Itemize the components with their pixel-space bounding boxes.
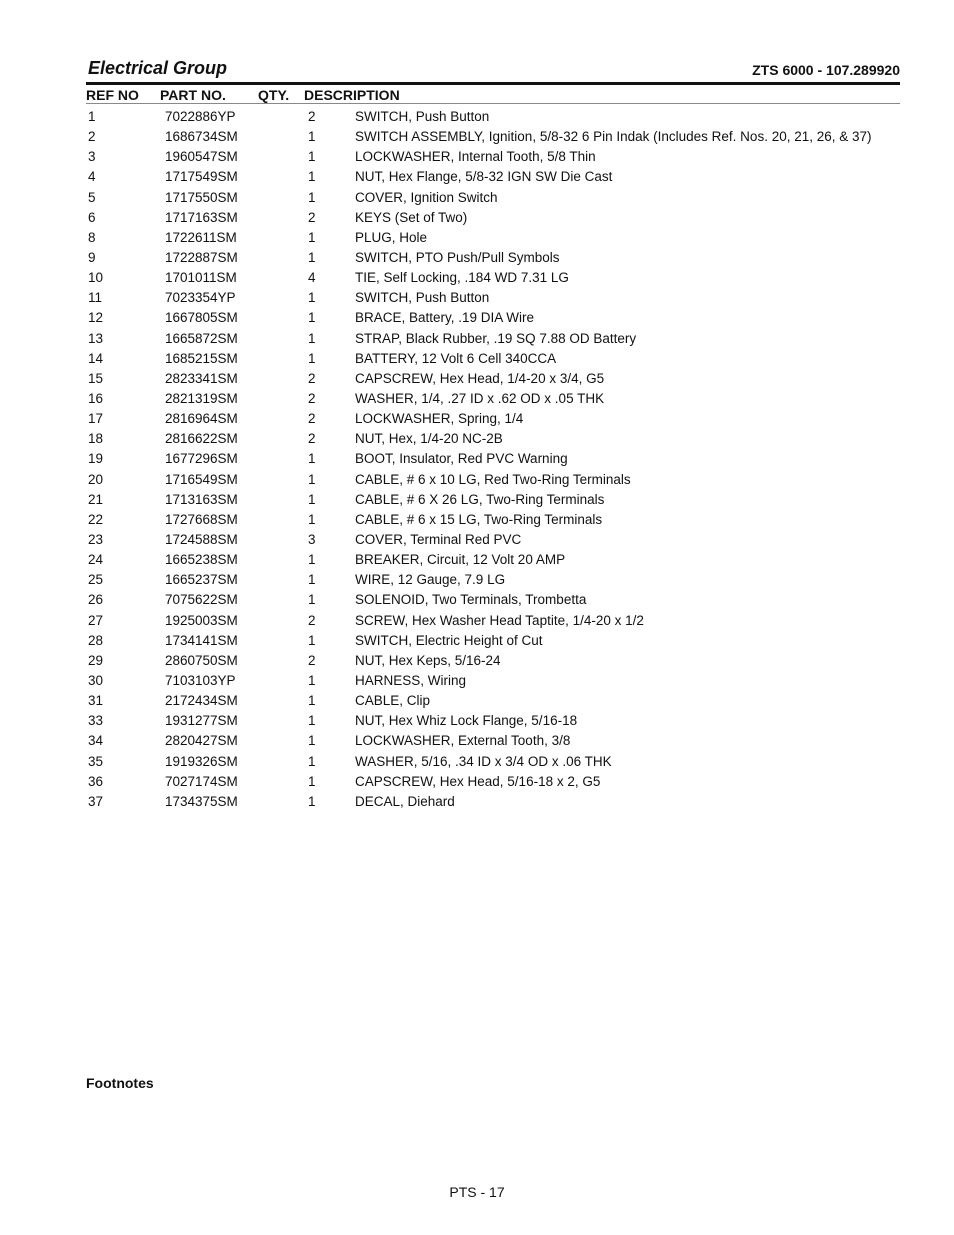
qty-cell: 1 bbox=[308, 632, 316, 648]
description-cell: LOCKWASHER, Spring, 1/4 bbox=[355, 411, 524, 427]
qty-cell: 1 bbox=[308, 773, 316, 789]
qty-cell: 1 bbox=[308, 592, 316, 608]
table-row bbox=[86, 570, 900, 590]
qty-cell: 2 bbox=[308, 652, 316, 668]
part-no-cell: 1717550SM bbox=[165, 189, 238, 205]
table-row bbox=[86, 671, 900, 691]
qty-cell: 2 bbox=[308, 431, 316, 447]
description-cell: NUT, Hex, 1/4-20 NC-2B bbox=[355, 431, 503, 447]
description-cell: DECAL, Diehard bbox=[355, 793, 455, 809]
column-header-rule bbox=[86, 103, 900, 104]
ref-no-cell: 6 bbox=[88, 209, 96, 225]
ref-no-cell: 34 bbox=[88, 733, 104, 749]
ref-no-cell: 22 bbox=[88, 511, 104, 527]
part-no-cell: 1701011SM bbox=[165, 270, 237, 286]
ref-no-cell: 10 bbox=[88, 270, 104, 286]
table-row bbox=[86, 772, 900, 792]
description-cell: CABLE, # 6 X 26 LG, Two-Ring Terminals bbox=[355, 491, 605, 507]
table-row bbox=[86, 590, 900, 610]
description-cell: BRACE, Battery, .19 DIA Wire bbox=[355, 310, 535, 326]
description-cell: CABLE, # 6 x 10 LG, Red Two-Ring Terminals bbox=[355, 471, 631, 487]
qty-cell: 1 bbox=[308, 672, 316, 688]
description-cell: SWITCH, PTO Push/Pull Symbols bbox=[355, 249, 560, 265]
qty-cell: 2 bbox=[308, 390, 316, 406]
qty-cell: 1 bbox=[308, 733, 316, 749]
table-row bbox=[86, 248, 900, 268]
ref-no-cell: 26 bbox=[88, 592, 104, 608]
section-title: Electrical Group bbox=[88, 58, 228, 78]
table-row bbox=[86, 711, 900, 731]
part-no-cell: 2820427SM bbox=[165, 733, 238, 749]
description-cell: WIRE, 12 Gauge, 7.9 LG bbox=[355, 572, 506, 588]
part-no-cell: 1665237SM bbox=[165, 572, 238, 588]
ref-no-cell: 4 bbox=[88, 169, 96, 185]
part-no-cell: 1919326SM bbox=[165, 753, 238, 769]
description-cell: HARNESS, Wiring bbox=[355, 672, 467, 688]
description-cell: WASHER, 5/16, .34 ID x 3/4 OD x .06 THK bbox=[355, 753, 612, 769]
ref-no-cell: 37 bbox=[88, 793, 104, 809]
ref-no-cell: 18 bbox=[88, 431, 104, 447]
part-no-cell: 1925003SM bbox=[165, 612, 238, 628]
qty-cell: 4 bbox=[308, 270, 316, 286]
table-row bbox=[86, 429, 900, 449]
part-no-cell: 1716549SM bbox=[165, 471, 238, 487]
ref-no-cell: 27 bbox=[88, 612, 104, 628]
qty-cell: 1 bbox=[308, 249, 316, 265]
qty-cell: 2 bbox=[308, 209, 316, 225]
ref-no-cell: 9 bbox=[88, 249, 96, 265]
ref-no-cell: 13 bbox=[88, 330, 104, 346]
part-no-cell: 1960547SM bbox=[165, 149, 238, 165]
description-cell: CABLE, Clip bbox=[355, 693, 431, 709]
description-cell: SWITCH, Push Button bbox=[355, 109, 490, 124]
part-no-cell: 2816964SM bbox=[165, 411, 238, 427]
ref-no-cell: 23 bbox=[88, 531, 104, 547]
qty-cell: 1 bbox=[308, 753, 316, 769]
model-id: ZTS 6000 - 107.289920 bbox=[752, 62, 900, 78]
ref-no-cell: 2 bbox=[88, 129, 96, 145]
part-no-cell: 1713163SM bbox=[165, 491, 238, 507]
ref-no-cell: 19 bbox=[88, 451, 104, 467]
table-row bbox=[86, 369, 900, 389]
table-row bbox=[86, 107, 900, 127]
qty-cell: 1 bbox=[308, 129, 316, 145]
ref-no-cell: 12 bbox=[88, 310, 104, 326]
part-no-cell: 1717549SM bbox=[165, 169, 238, 185]
table-row bbox=[86, 449, 900, 469]
part-no-cell: 7023354YP bbox=[165, 290, 236, 306]
ref-no-cell: 36 bbox=[88, 773, 104, 789]
table-row bbox=[86, 188, 900, 208]
description-cell: BOOT, Insulator, Red PVC Warning bbox=[355, 451, 568, 467]
description-cell: BREAKER, Circuit, 12 Volt 20 AMP bbox=[355, 552, 566, 568]
ref-no-cell: 30 bbox=[88, 672, 104, 688]
column-headers bbox=[86, 86, 900, 104]
column-header-part-no: PART NO. bbox=[160, 87, 226, 103]
part-no-cell: 1727668SM bbox=[165, 511, 238, 527]
qty-cell: 2 bbox=[308, 411, 316, 427]
ref-no-cell: 25 bbox=[88, 572, 104, 588]
table-row bbox=[86, 409, 900, 429]
description-cell: SWITCH ASSEMBLY, Ignition, 5/8-32 6 Pin Indak (Includes Ref. Nos. 20, 21, 26, & 37) bbox=[355, 129, 872, 145]
part-no-cell: 1665872SM bbox=[165, 330, 238, 346]
part-no-cell: 1722611SM bbox=[165, 229, 237, 245]
description-cell: SOLENOID, Two Terminals, Trombetta bbox=[355, 592, 587, 608]
part-no-cell: 1665238SM bbox=[165, 552, 238, 568]
qty-cell: 1 bbox=[308, 713, 316, 729]
description-cell: CAPSCREW, Hex Head, 5/16-18 x 2, G5 bbox=[355, 773, 601, 789]
ref-no-cell: 16 bbox=[88, 390, 104, 406]
part-no-cell: 2821319SM bbox=[165, 390, 238, 406]
table-row bbox=[86, 288, 900, 308]
ref-no-cell: 20 bbox=[88, 471, 104, 487]
ref-no-cell: 14 bbox=[88, 350, 104, 366]
ref-no-cell: 33 bbox=[88, 713, 104, 729]
table-row bbox=[86, 127, 900, 147]
page-header bbox=[86, 58, 900, 84]
qty-cell: 1 bbox=[308, 229, 316, 245]
description-cell: KEYS (Set of Two) bbox=[355, 209, 468, 225]
table-row bbox=[86, 167, 900, 187]
table-row bbox=[86, 268, 900, 288]
part-no-cell: 1686734SM bbox=[165, 129, 238, 145]
ref-no-cell: 31 bbox=[88, 693, 104, 709]
ref-no-cell: 28 bbox=[88, 632, 104, 648]
part-no-cell: 2823341SM bbox=[165, 370, 238, 386]
ref-no-cell: 35 bbox=[88, 753, 104, 769]
parts-list bbox=[86, 107, 900, 812]
table-row bbox=[86, 550, 900, 570]
ref-no-cell: 11 bbox=[88, 290, 103, 306]
page-number: PTS - 17 bbox=[449, 1184, 505, 1200]
table-row bbox=[86, 470, 900, 490]
part-no-cell: 1734375SM bbox=[165, 793, 238, 809]
part-no-cell: 1685215SM bbox=[165, 350, 238, 366]
table-row bbox=[86, 228, 900, 248]
qty-cell: 1 bbox=[308, 451, 316, 467]
description-cell: NUT, Hex Flange, 5/8-32 IGN SW Die Cast bbox=[355, 169, 613, 185]
description-cell: SWITCH, Push Button bbox=[355, 290, 490, 306]
qty-cell: 1 bbox=[308, 290, 316, 306]
table-row bbox=[86, 631, 900, 651]
table-row bbox=[86, 651, 900, 671]
description-cell: TIE, Self Locking, .184 WD 7.31 LG bbox=[355, 270, 569, 286]
table-row bbox=[86, 691, 900, 711]
description-cell: LOCKWASHER, Internal Tooth, 5/8 Thin bbox=[355, 149, 596, 165]
part-no-cell: 2172434SM bbox=[165, 693, 238, 709]
table-row bbox=[86, 208, 900, 228]
part-no-cell: 2860750SM bbox=[165, 652, 238, 668]
table-row bbox=[86, 329, 900, 349]
qty-cell: 1 bbox=[308, 310, 316, 326]
qty-cell: 2 bbox=[308, 370, 316, 386]
ref-no-cell: 1 bbox=[88, 109, 96, 124]
description-cell: WASHER, 1/4, .27 ID x .62 OD x .05 THK bbox=[355, 390, 605, 406]
qty-cell: 1 bbox=[308, 552, 316, 568]
description-cell: LOCKWASHER, External Tooth, 3/8 bbox=[355, 733, 571, 749]
part-no-cell: 1724588SM bbox=[165, 531, 238, 547]
part-no-cell: 1717163SM bbox=[165, 209, 238, 225]
qty-cell: 1 bbox=[308, 491, 316, 507]
qty-cell: 2 bbox=[308, 109, 316, 124]
description-cell: NUT, Hex Whiz Lock Flange, 5/16-18 bbox=[355, 713, 578, 729]
part-no-cell: 1667805SM bbox=[165, 310, 238, 326]
description-cell: SCREW, Hex Washer Head Taptite, 1/4-20 x 1/2 bbox=[355, 612, 644, 628]
table-row bbox=[86, 792, 900, 812]
description-cell: NUT, Hex Keps, 5/16-24 bbox=[355, 652, 501, 668]
qty-cell: 1 bbox=[308, 471, 316, 487]
qty-cell: 1 bbox=[308, 350, 316, 366]
part-no-cell: 1722887SM bbox=[165, 249, 238, 265]
part-no-cell: 7027174SM bbox=[165, 773, 238, 789]
table-row bbox=[86, 308, 900, 328]
qty-cell: 1 bbox=[308, 330, 316, 346]
table-row bbox=[86, 389, 900, 409]
table-row bbox=[86, 490, 900, 510]
header-rule bbox=[86, 82, 900, 85]
qty-cell: 1 bbox=[308, 511, 316, 527]
part-no-cell: 1677296SM bbox=[165, 451, 238, 467]
column-header-qty: QTY. bbox=[258, 87, 290, 103]
description-cell: COVER, Terminal Red PVC bbox=[355, 531, 522, 547]
qty-cell: 2 bbox=[308, 612, 316, 628]
table-row bbox=[86, 530, 900, 550]
ref-no-cell: 8 bbox=[88, 229, 96, 245]
qty-cell: 1 bbox=[308, 189, 316, 205]
table-row bbox=[86, 349, 900, 369]
part-no-cell: 2816622SM bbox=[165, 431, 238, 447]
part-no-cell: 7022886YP bbox=[165, 109, 236, 124]
ref-no-cell: 29 bbox=[88, 652, 104, 668]
part-no-cell: 7075622SM bbox=[165, 592, 238, 608]
ref-no-cell: 21 bbox=[88, 491, 104, 507]
part-no-cell: 7103103YP bbox=[165, 672, 236, 688]
part-no-cell: 1931277SM bbox=[165, 713, 238, 729]
description-cell: PLUG, Hole bbox=[355, 229, 428, 245]
qty-cell: 1 bbox=[308, 693, 316, 709]
description-cell: COVER, Ignition Switch bbox=[355, 189, 498, 205]
ref-no-cell: 15 bbox=[88, 370, 104, 386]
description-cell: CAPSCREW, Hex Head, 1/4-20 x 3/4, G5 bbox=[355, 370, 605, 386]
column-header-ref-no: REF NO bbox=[86, 87, 139, 103]
qty-cell: 1 bbox=[308, 572, 316, 588]
qty-cell: 1 bbox=[308, 793, 316, 809]
qty-cell: 3 bbox=[308, 531, 316, 547]
table-row bbox=[86, 510, 900, 530]
part-no-cell: 1734141SM bbox=[165, 632, 238, 648]
description-cell: STRAP, Black Rubber, .19 SQ 7.88 OD Battery bbox=[355, 330, 637, 346]
qty-cell: 1 bbox=[308, 169, 316, 185]
ref-no-cell: 3 bbox=[88, 149, 96, 165]
ref-no-cell: 24 bbox=[88, 552, 104, 568]
table-row bbox=[86, 611, 900, 631]
table-row bbox=[86, 147, 900, 167]
description-cell: BATTERY, 12 Volt 6 Cell 340CCA bbox=[355, 350, 557, 366]
ref-no-cell: 17 bbox=[88, 411, 104, 427]
footnotes-label: Footnotes bbox=[86, 1075, 154, 1091]
table-row bbox=[86, 731, 900, 751]
ref-no-cell: 5 bbox=[88, 189, 96, 205]
description-cell: CABLE, # 6 x 15 LG, Two-Ring Terminals bbox=[355, 511, 603, 527]
column-header-description: DESCRIPTION bbox=[304, 87, 400, 103]
qty-cell: 1 bbox=[308, 149, 316, 165]
description-cell: SWITCH, Electric Height of Cut bbox=[355, 632, 543, 648]
table-row bbox=[86, 752, 900, 772]
